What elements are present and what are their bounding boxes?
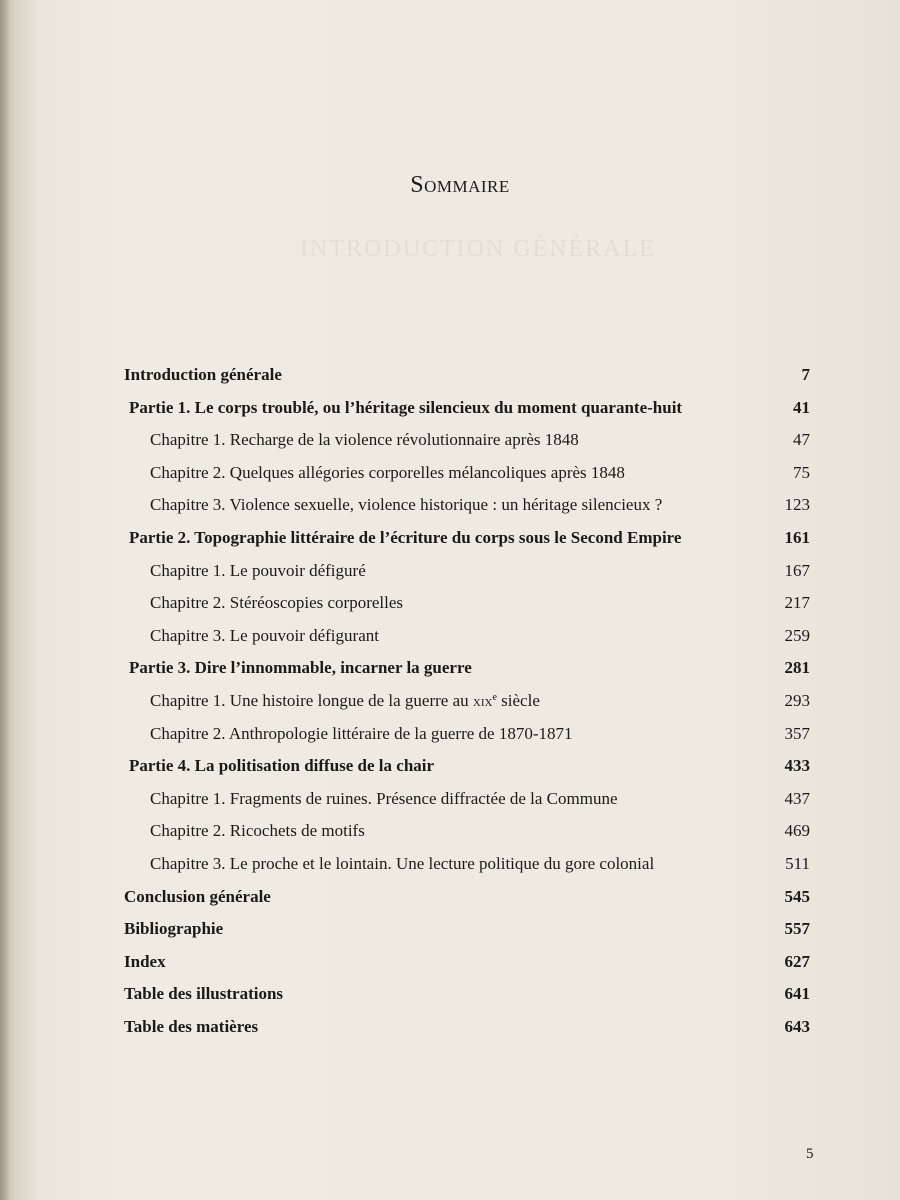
toc-entry-chapter[interactable] bbox=[124, 815, 810, 848]
toc-entry-table-matieres[interactable] bbox=[124, 1011, 810, 1044]
toc-entry-chapter[interactable] bbox=[124, 555, 810, 588]
toc-entry-page: 167 bbox=[784, 560, 810, 580]
toc-entry-label: Conclusion générale bbox=[124, 886, 271, 906]
toc-entry-chapter[interactable] bbox=[124, 783, 810, 816]
toc-entry-label: Partie 4. La politisation diffuse de la chair bbox=[129, 756, 435, 776]
toc-entry-label: Chapitre 3. Le proche et le lointain. Une lecture politique du gore colonial bbox=[150, 853, 655, 873]
toc-entry-label: Partie 2. Topographie littéraire de l’écriture du corps sous le Second Empire bbox=[129, 527, 682, 547]
toc-entry-label: Chapitre 1. Le pouvoir défiguré bbox=[150, 560, 366, 580]
toc-entry-chapter[interactable] bbox=[124, 718, 810, 751]
toc-entry-partie-3[interactable] bbox=[124, 652, 810, 685]
toc-entry-page: 469 bbox=[784, 821, 810, 841]
toc-entry-page: 41 bbox=[793, 397, 810, 417]
toc-entry-label: Partie 1. Le corps troublé, ou l’héritage silencieux du moment quarante-huit bbox=[129, 397, 683, 417]
toc-entry-bibliographie[interactable] bbox=[124, 913, 810, 946]
toc-entry-page: 281 bbox=[784, 658, 810, 678]
toc-entry-chapter[interactable] bbox=[124, 489, 810, 522]
toc-entry-page: 557 bbox=[784, 919, 810, 939]
toc-entry-label-text: Chapitre 1. Une histoire longue de la guerre au bbox=[150, 690, 473, 710]
toc-entry-label: Introduction générale bbox=[124, 365, 282, 384]
toc-entry-chapter[interactable] bbox=[124, 685, 810, 718]
toc-entry-page: 7 bbox=[801, 365, 810, 384]
toc-entry-label-text: siècle bbox=[496, 690, 540, 710]
toc-entry-page: 123 bbox=[784, 495, 810, 515]
toc-entry-page: 545 bbox=[784, 886, 810, 906]
toc-entry-page: 643 bbox=[784, 1016, 810, 1036]
show-through-text: INTRODUCTION GÉNÉRALE bbox=[300, 236, 656, 262]
toc-entry-label: Chapitre 3. Violence sexuelle, violence historique : un héritage silencieux ? bbox=[150, 495, 663, 515]
toc-entry-label: Partie 3. Dire l’innommable, incarner la guerre bbox=[129, 658, 472, 678]
toc-entry-page: 357 bbox=[784, 723, 810, 743]
toc-entry-page: 511 bbox=[785, 853, 810, 873]
toc-entry-label: Chapitre 1. Recharge de la violence révolutionnaire après 1848 bbox=[150, 430, 579, 450]
toc-entry-introduction[interactable] bbox=[124, 359, 810, 392]
toc-entry-page: 433 bbox=[784, 756, 810, 776]
toc-entry-label: Index bbox=[124, 951, 166, 971]
toc-entry-partie-1[interactable] bbox=[124, 392, 810, 425]
toc-entry-label bbox=[150, 685, 540, 719]
toc-entry-page: 217 bbox=[784, 593, 810, 613]
page-title: Sommaire bbox=[410, 172, 510, 198]
toc-entry-page: 293 bbox=[784, 690, 810, 710]
toc-entry-page: 161 bbox=[784, 527, 810, 547]
page-number: 5 bbox=[806, 1146, 814, 1162]
toc-entry-page: 641 bbox=[784, 984, 810, 1004]
toc-entry-chapter[interactable] bbox=[124, 620, 810, 653]
toc-entry-label: Chapitre 2. Quelques allégories corporelles mélancoliques après 1848 bbox=[150, 462, 625, 482]
toc-entry-chapter[interactable] bbox=[124, 848, 810, 881]
toc-entry-label: Chapitre 1. Fragments de ruines. Présence diffractée de la Commune bbox=[150, 788, 618, 808]
toc-entry-label: Table des illustrations bbox=[124, 984, 284, 1004]
table-of-contents bbox=[124, 359, 810, 1043]
toc-entry-table-illustrations[interactable] bbox=[124, 978, 810, 1011]
toc-entry-label: Chapitre 2. Anthropologie littéraire de la guerre de 1870-1871 bbox=[150, 723, 573, 743]
toc-entry-page: 47 bbox=[793, 430, 810, 450]
toc-entry-partie-4[interactable] bbox=[124, 750, 810, 783]
toc-entry-partie-2[interactable] bbox=[124, 522, 810, 555]
toc-entry-label: Chapitre 2. Stéréoscopies corporelles bbox=[150, 593, 404, 613]
toc-entry-chapter[interactable] bbox=[124, 424, 810, 457]
toc-entry-conclusion[interactable] bbox=[124, 881, 810, 914]
toc-entry-index[interactable] bbox=[124, 946, 810, 979]
toc-entry-label: Bibliographie bbox=[124, 919, 224, 939]
toc-entry-chapter[interactable] bbox=[124, 587, 810, 620]
century-superscript: e bbox=[492, 691, 497, 703]
toc-entry-page: 437 bbox=[784, 788, 810, 808]
toc-entry-label: Table des matières bbox=[124, 1016, 259, 1036]
toc-entry-page: 259 bbox=[784, 625, 810, 645]
toc-entry-label: Chapitre 3. Le pouvoir défigurant bbox=[150, 625, 379, 645]
century-numeral: xix bbox=[472, 692, 493, 710]
toc-entry-chapter[interactable] bbox=[124, 457, 810, 490]
toc-entry-label: Chapitre 2. Ricochets de motifs bbox=[150, 821, 365, 841]
toc-entry-page: 75 bbox=[793, 462, 810, 482]
toc-entry-page: 627 bbox=[784, 951, 810, 971]
